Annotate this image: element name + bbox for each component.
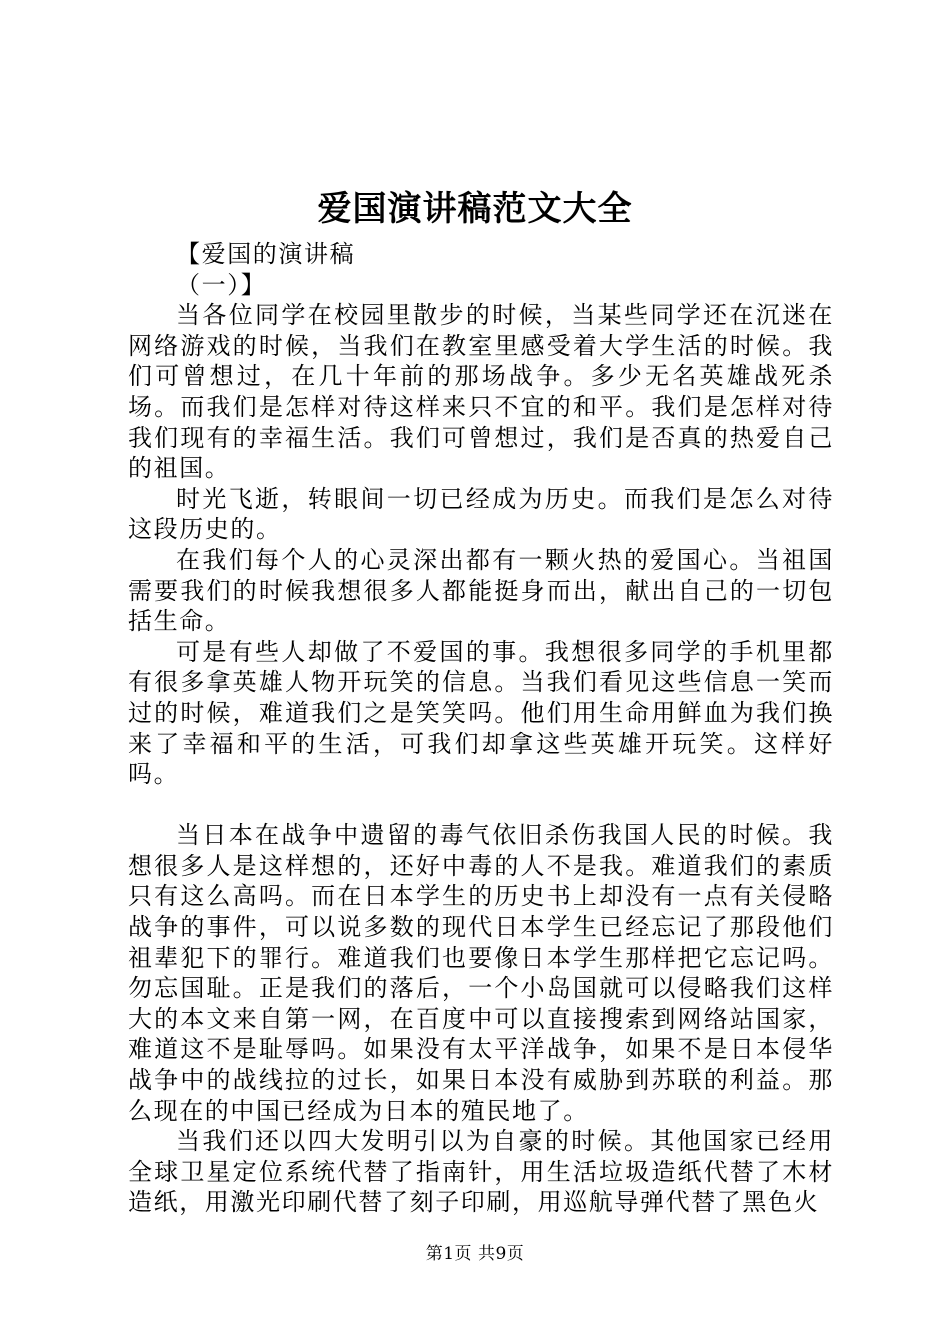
paragraph: 当各位同学在校园里散步的时候，当某些同学还在沉迷在网络游戏的时候，当我们在教室里感受着大学生活的时候。我们可曾想过，在几十年前的那场战争。多少无名英雄战死杀场。而我们是怎样对待这样来只不宜的和平。我们是怎样对待我们现有的幸福生活。我们可曾想过，我们是否真的热爱自己的祖国。 <box>128 301 834 483</box>
paragraph: 可是有些人却做了不爱国的事。我想很多同学的手机里都有很多拿英雄人物开玩笑的信息。当我们看见这些信息一笑而过的时候，难道我们之是笑笑吗。他们用生命用鲜血为我们换来了幸福和平的生活，可我们却拿这些英雄开玩笑。这样好吗。 <box>128 637 834 789</box>
subheading-part: （一）】 <box>176 270 267 299</box>
document-title: 爱国演讲稿范文大全 <box>317 189 633 229</box>
paragraph: 在我们每个人的心灵深出都有一颗火热的爱国心。当祖国需要我们的时候我想很多人都能挺身而出，献出自己的一切包括生命。 <box>128 545 834 636</box>
paragraph: 当日本在战争中遗留的毒气依旧杀伤我国人民的时候。我想很多人是这样想的，还好中毒的人不是我。难道我们的素质只有这么高吗。而在日本学生的历史书上却没有一点有关侵略战争的事件，可以说多数的现代日本学生已经忘记了那段他们祖辈犯下的罪行。难道我们也要像日本学生那样把它忘记吗。勿忘国耻。正是我们的落后，一个小岛国就可以侵略我们这样大的本文来自第一网，在百度中可以直接搜索到网络站国家，难道这不是耻辱吗。如果没有太平洋战争，如果不是日本侵华战争中的战线拉的过长，如果日本没有威胁到苏联的利益。那么现在的中国已经成为日本的殖民地了。 <box>128 821 834 1125</box>
paragraph: 时光飞逝，转眼间一切已经成为历史。而我们是怎么对待这段历史的。 <box>128 484 834 544</box>
paragraph: 当我们还以四大发明引以为自豪的时候。其他国家已经用全球卫星定位系统代替了指南针，用生活垃圾造纸代替了木材造纸，用激光印刷代替了刻子印刷，用巡航导弹代替了黑色火 <box>128 1127 834 1217</box>
subheading: 【爱国的演讲稿 <box>176 240 356 268</box>
document-body <box>128 239 834 1218</box>
page-footer: 第1页 共9页 <box>425 1244 525 1264</box>
